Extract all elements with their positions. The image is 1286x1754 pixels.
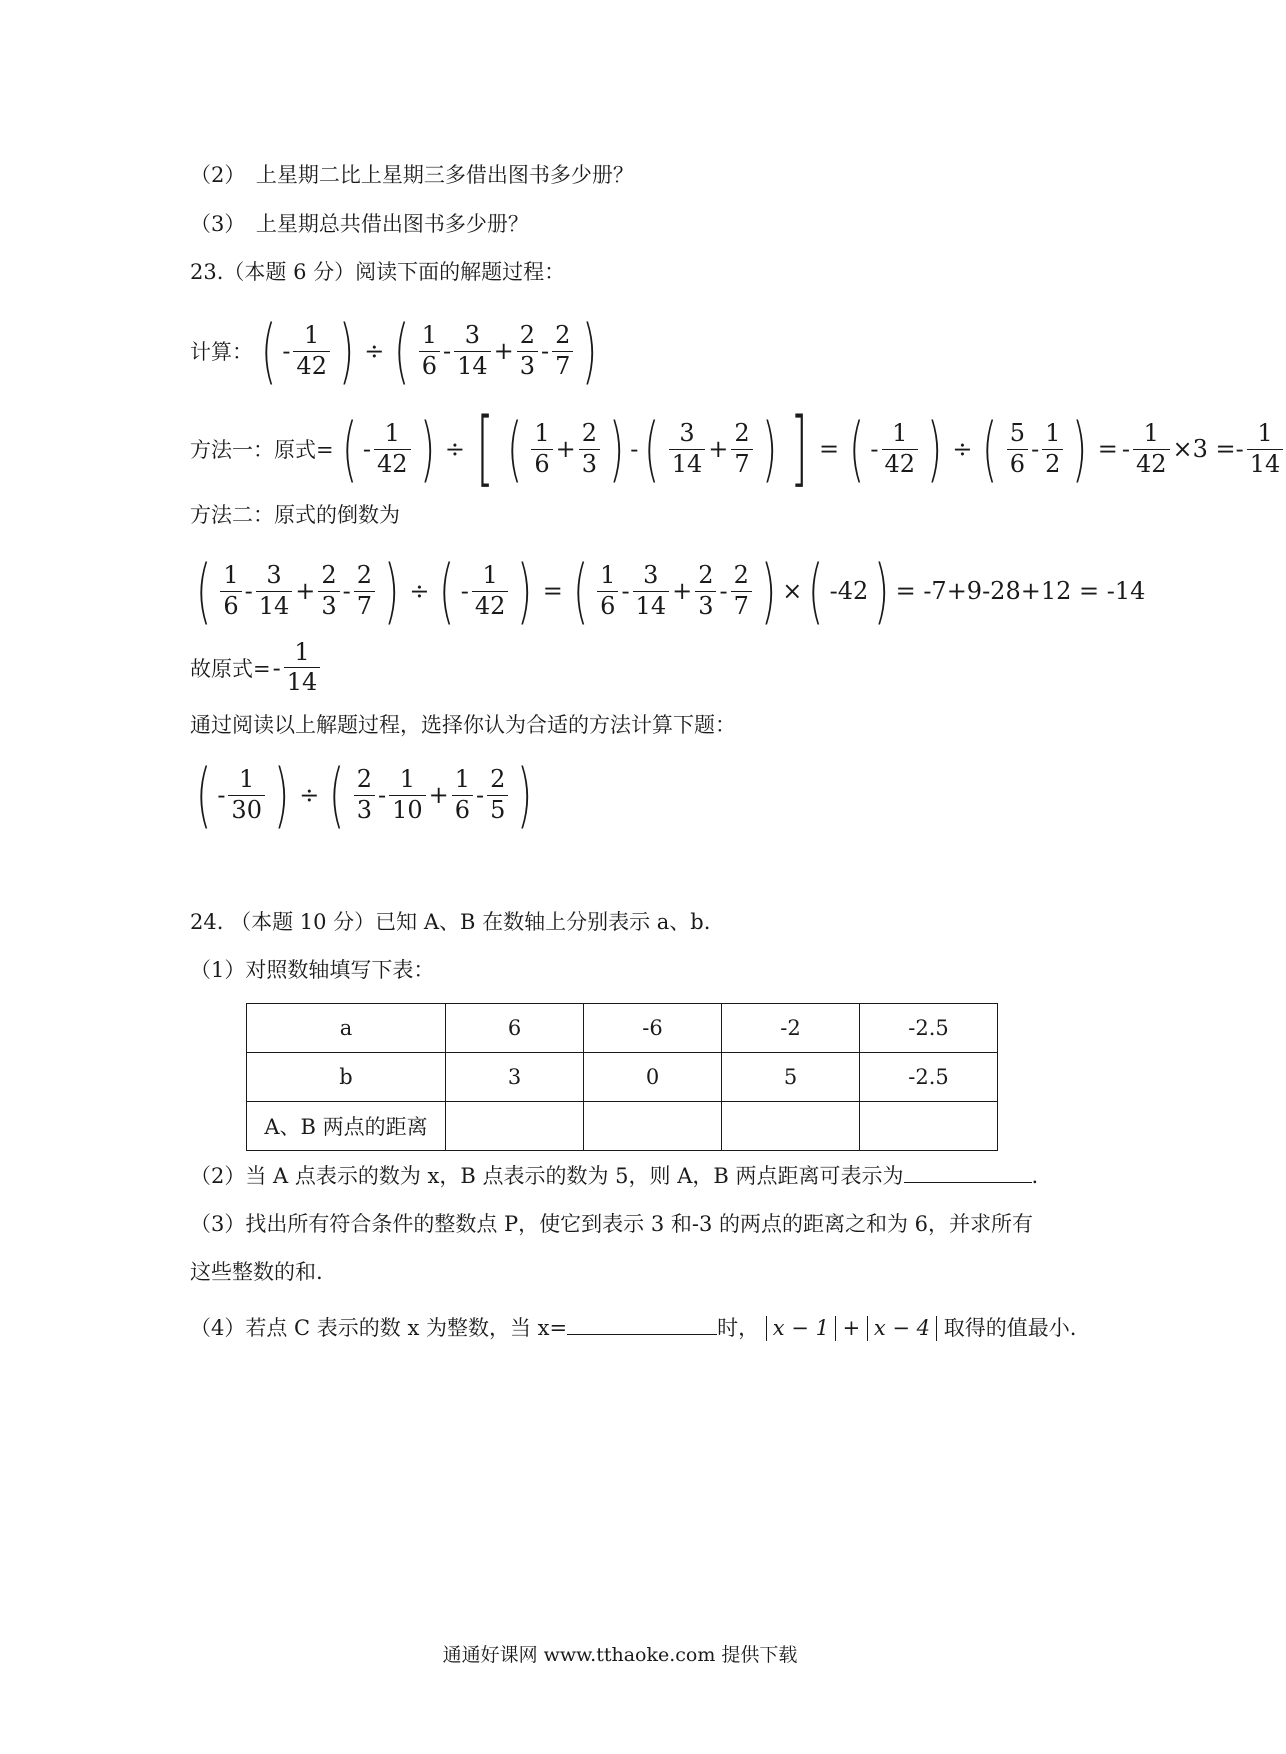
method2-label: 方法二：原式的倒数为 <box>190 503 400 527</box>
part4-mid: 时， <box>717 1316 760 1340</box>
q23-method-1: 方法一：原式= ( - $\frac{1}{42}$ ) ÷ [ ( $\frac{1}{6}$ + $\frac{2}{3}$ ) - ( $\frac{3}{14}$ + $\frac{2}{7}$ ) ] = ( - $\frac{1}{42}$ ) ÷ ( $\frac{5}{6}$ - $\frac{1}{2}$ ) = - $\frac{1}{42}$ ×3 = - $\frac{1}{14}$ <box>190 408 1286 490</box>
result-label: 故原式= <box>190 656 271 681</box>
part2-text: （2）当 A 点表示的数为 x，B 点表示的数为 5，则 A，B 两点距离可表示为 <box>190 1164 904 1188</box>
table-row <box>247 1004 998 1053</box>
table-cell: A、B 两点的距离 <box>247 1102 446 1151</box>
q24-part-3-line-1: （3）找出所有符合条件的整数点 P，使它到表示 3 和-3 的两点的距离之和为 6，并求所有 <box>190 1212 1034 1236</box>
part4-end: 取得的值最小. <box>943 1316 1077 1340</box>
abs-expr-1: x − 1 <box>766 1316 836 1341</box>
q23-instruction: 通过阅读以上解题过程，选择你认为合适的方法计算下题： <box>190 713 736 737</box>
table-cell: -2 <box>722 1004 860 1053</box>
q24-part-4: （4）若点 C 表示的数 x 为整数，当 x= 时， x − 1 + x − 4 取得的值最小. <box>190 1316 1077 1340</box>
q23-result: 故原式= - $\frac{1}{14}$ <box>190 640 323 695</box>
table-row <box>247 1053 998 1102</box>
m1-mult: ×3 = <box>1172 435 1236 463</box>
answer-blank[interactable] <box>904 1182 1032 1183</box>
answer-cell[interactable] <box>860 1102 998 1151</box>
table-cell: 0 <box>584 1053 722 1102</box>
q23-problem: 计算： ( - $\frac{1}{42}$ ) ÷ ( $\frac{1}{6}$ - $\frac{3}{14}$ + $\frac{2}{3}$ - $\frac{2}{7}$ ) <box>190 316 604 386</box>
q24-part-1: （1）对照数轴填写下表： <box>190 958 435 982</box>
q22-item-2: （2） 上星期二比上星期三多借出图书多少册？ <box>190 163 634 187</box>
q24-header: 24. （本题 10 分）已知 A、B 在数轴上分别表示 a、b. <box>190 910 711 934</box>
calc-label: 计算： <box>190 340 253 364</box>
q23-header: 23.（本题 6 分）阅读下面的解题过程： <box>190 260 566 284</box>
table-cell: -2.5 <box>860 1004 998 1053</box>
page-footer: 通通好课网 www.tthaoke.com 提供下载 <box>442 1644 798 1666</box>
q22-item-3: （3） 上星期总共借出图书多少册？ <box>190 212 529 236</box>
q23-exercise: ( - $\frac{1}{30}$ ) ÷ ( $\frac{2}{3}$ - $\frac{1}{10}$ + $\frac{1}{6}$ - $\frac{2}{5}$ ) <box>196 754 533 836</box>
answer-blank[interactable] <box>567 1334 717 1335</box>
answer-cell[interactable] <box>446 1102 584 1151</box>
m2-tail: = -7+9-28+12 = -14 <box>895 577 1146 605</box>
paren-group: ( - $\frac{1}{42}$ ) <box>261 310 355 392</box>
method1-label: 方法一：原式= <box>190 438 334 462</box>
paren-group: ( $\frac{1}{6}$ - $\frac{3}{14}$ + $\frac{2}{3}$ - $\frac{2}{7}$ ) <box>394 310 598 392</box>
table-row <box>247 1102 998 1151</box>
part4-text: （4）若点 C 表示的数 x 为整数，当 x= <box>190 1316 568 1340</box>
distance-table <box>246 1003 998 1151</box>
table-cell: 5 <box>722 1053 860 1102</box>
table-cell: -6 <box>584 1004 722 1053</box>
part2-end: . <box>1031 1164 1039 1188</box>
answer-cell[interactable] <box>722 1102 860 1151</box>
q23-method-2: ( $\frac{1}{6}$ - $\frac{3}{14}$ + $\frac{2}{3}$ - $\frac{2}{7}$ ) ÷ ( - $\frac{1}{42}$ ) = ( $\frac{1}{6}$ - $\frac{3}{14}$ + $\frac{2}{3}$ - $\frac{2}{7}$ ) × ( -42 ) = -7+9-28+12 = -14 <box>196 550 1146 632</box>
table-cell: 3 <box>446 1053 584 1102</box>
abs-expr-2: x − 4 <box>867 1316 937 1341</box>
table-cell: a <box>247 1004 446 1053</box>
table-cell: b <box>247 1053 446 1102</box>
table-cell: -2.5 <box>860 1053 998 1102</box>
answer-cell[interactable] <box>584 1102 722 1151</box>
q24-part-2 <box>190 1166 1038 1187</box>
q24-part-3-line-2: 这些整数的和. <box>190 1260 323 1284</box>
table-cell: 6 <box>446 1004 584 1053</box>
